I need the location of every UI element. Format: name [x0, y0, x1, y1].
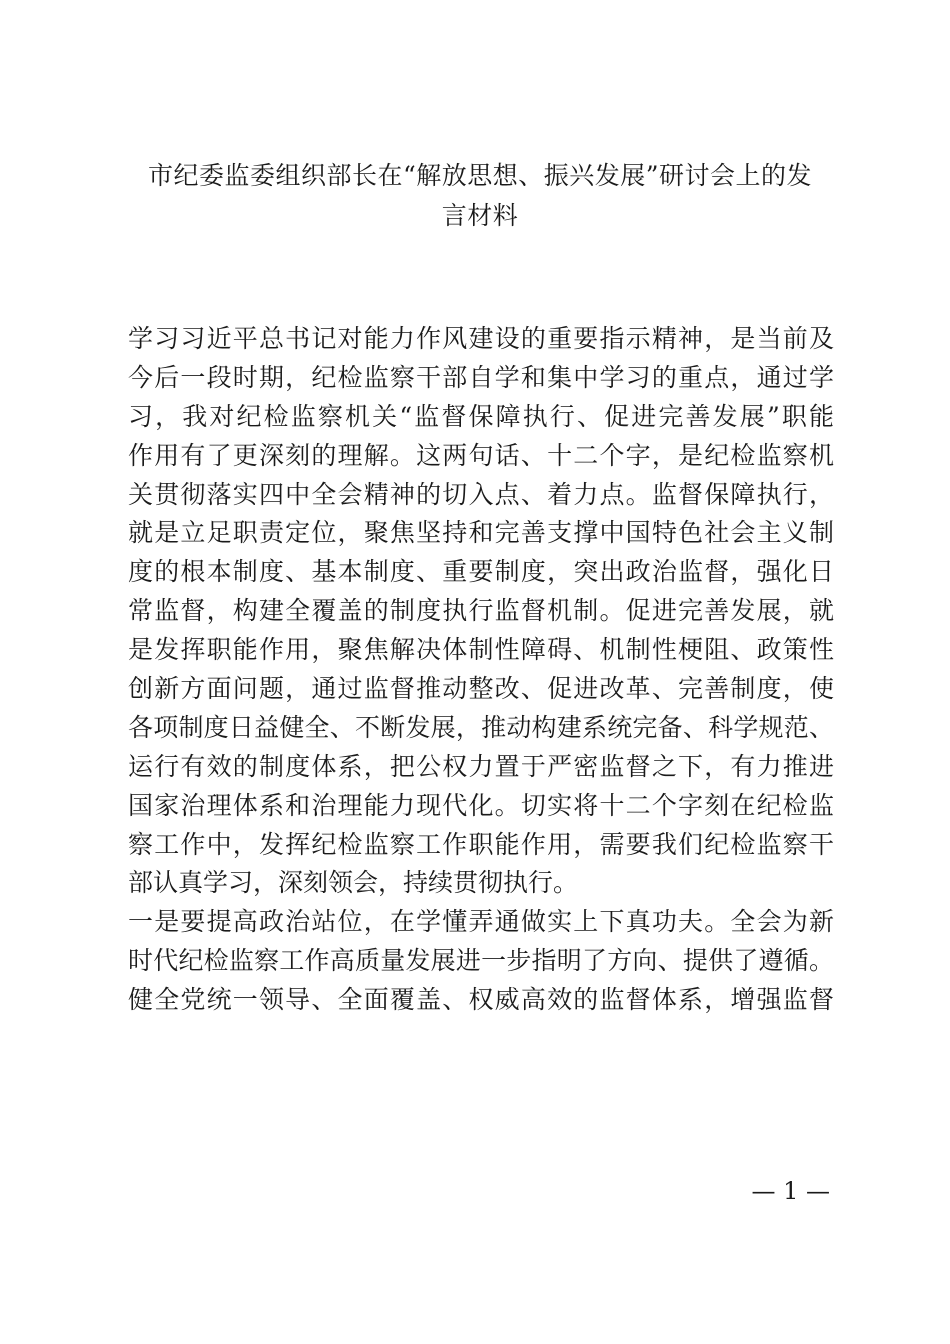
body-line: 习，我对纪检监察机关“监督保障执行、促进完善发展”职能 [128, 401, 834, 431]
body-line: 今后一段时期，纪检监察干部自学和集中学习的重点，通过学 [128, 362, 834, 392]
body-line: 作用有了更深刻的理解。这两句话、十二个字，是纪检监察机 [128, 440, 834, 470]
title-line-1: 市纪委监委组织部长在“解放思想、振兴发展”研讨会上的发 [147, 161, 813, 190]
page-number: — 1 — [751, 1177, 830, 1205]
body-line: 就是立足职责定位，聚焦坚持和完善支撑中国特色社会主义制 [128, 518, 834, 548]
body-line: 关贯彻落实四中全会精神的切入点、着力点。监督保障执行， [128, 479, 834, 509]
document-body [128, 320, 834, 1020]
document-title [128, 156, 832, 236]
body-line: 学习习近平总书记对能力作风建设的重要指示精神，是当前及 [128, 324, 834, 353]
body-line: 部认真学习，深刻领会，持续贯彻执行。 [128, 868, 579, 898]
body-line: 度的根本制度、基本制度、重要制度，突出政治监督，强化日 [128, 557, 834, 587]
body-line: 国家治理体系和治理能力现代化。切实将十二个字刻在纪检监 [128, 790, 834, 820]
body-line: 一是要提高政治站位，在学懂弄通做实上下真功夫。全会为新 [128, 907, 834, 937]
body-line: 时代纪检监察工作高质量发展进一步指明了方向、提供了遵循。 [128, 946, 834, 976]
body-line: 各项制度日益健全、不断发展，推动构建系统完备、科学规范、 [128, 712, 834, 742]
body-line: 运行有效的制度体系，把公权力置于严密监督之下，有力推进 [128, 751, 834, 781]
title-line-2: 言材料 [441, 201, 519, 230]
body-line: 创新方面问题，通过监督推动整改、促进改革、完善制度，使 [128, 674, 834, 704]
body-line: 常监督，构建全覆盖的制度执行监督机制。促进完善发展，就 [128, 596, 834, 626]
body-line: 健全党统一领导、全面覆盖、权威高效的监督体系，增强监督 [128, 985, 834, 1015]
body-line: 是发挥职能作用，聚焦解决体制性障碍、机制性梗阻、政策性 [128, 635, 834, 665]
body-line: 察工作中，发挥纪检监察工作职能作用，需要我们纪检监察干 [128, 829, 834, 859]
